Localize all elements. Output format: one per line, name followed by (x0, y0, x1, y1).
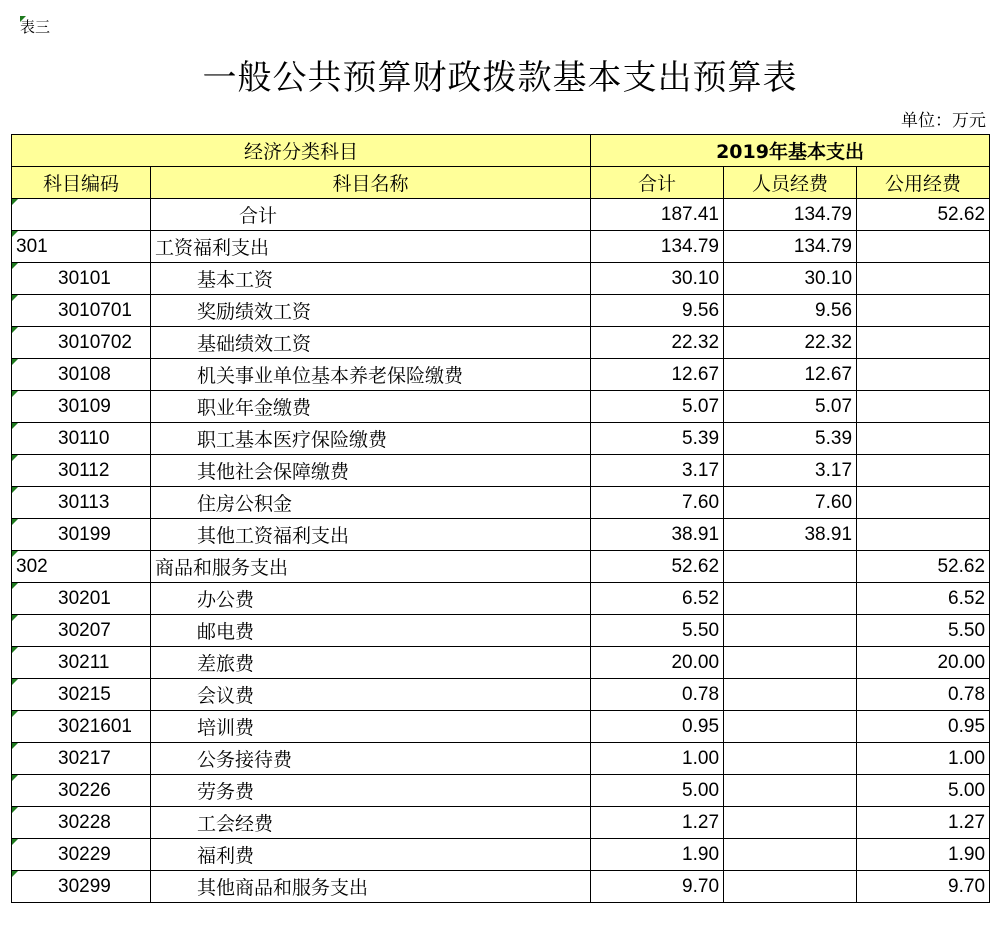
row-name: 劳务费 (151, 775, 591, 807)
row-code: 30109 (12, 391, 151, 423)
row-public (857, 295, 990, 327)
row-total: 1.00 (591, 743, 724, 775)
table-row (12, 583, 990, 615)
table-row (12, 295, 990, 327)
row-code: 30201 (12, 583, 151, 615)
row-code: 30101 (12, 263, 151, 295)
row-code: 30211 (12, 647, 151, 679)
row-personnel: 12.67 (724, 359, 857, 391)
row-public (857, 263, 990, 295)
total-row-personnel: 134.79 (724, 199, 857, 231)
row-code: 30299 (12, 871, 151, 903)
row-public: 20.00 (857, 647, 990, 679)
row-public: 9.70 (857, 871, 990, 903)
row-name: 工会经费 (151, 807, 591, 839)
row-total: 134.79 (591, 231, 724, 263)
row-total: 9.70 (591, 871, 724, 903)
table-row (12, 839, 990, 871)
row-personnel (724, 615, 857, 647)
row-name: 职业年金缴费 (151, 391, 591, 423)
row-code: 30217 (12, 743, 151, 775)
row-public: 52.62 (857, 551, 990, 583)
row-name: 职工基本医疗保险缴费 (151, 423, 591, 455)
total-row (12, 199, 990, 231)
row-total: 5.50 (591, 615, 724, 647)
row-personnel: 134.79 (724, 231, 857, 263)
row-personnel (724, 679, 857, 711)
row-name: 机关事业单位基本养老保险缴费 (151, 359, 591, 391)
row-public (857, 231, 990, 263)
row-personnel (724, 775, 857, 807)
row-personnel (724, 807, 857, 839)
row-personnel (724, 551, 857, 583)
table-row (12, 359, 990, 391)
row-total: 9.56 (591, 295, 724, 327)
row-personnel: 38.91 (724, 519, 857, 551)
total-row-total: 187.41 (591, 199, 724, 231)
row-total: 12.67 (591, 359, 724, 391)
row-name: 基础绩效工资 (151, 327, 591, 359)
row-personnel (724, 839, 857, 871)
row-public: 0.95 (857, 711, 990, 743)
table-row (12, 423, 990, 455)
row-personnel: 3.17 (724, 455, 857, 487)
table-row (12, 871, 990, 903)
row-total: 0.78 (591, 679, 724, 711)
row-public (857, 359, 990, 391)
total-row-name: 合计 (151, 199, 591, 231)
row-personnel: 7.60 (724, 487, 857, 519)
header-row-group (12, 135, 990, 167)
table-row (12, 519, 990, 551)
row-name: 奖励绩效工资 (151, 295, 591, 327)
row-name: 培训费 (151, 711, 591, 743)
row-public: 5.00 (857, 775, 990, 807)
row-public (857, 519, 990, 551)
row-code: 30112 (12, 455, 151, 487)
page-title: 一般公共预算财政拨款基本支出预算表 (202, 58, 798, 98)
row-code: 302 (12, 551, 151, 583)
header-personnel: 人员经费 (724, 167, 857, 199)
table-row (12, 743, 990, 775)
table-row (12, 231, 990, 263)
row-personnel: 9.56 (724, 295, 857, 327)
row-total: 3.17 (591, 455, 724, 487)
row-personnel: 22.32 (724, 327, 857, 359)
row-public: 1.00 (857, 743, 990, 775)
row-name: 邮电费 (151, 615, 591, 647)
row-public (857, 423, 990, 455)
row-public: 1.90 (857, 839, 990, 871)
row-public: 0.78 (857, 679, 990, 711)
row-personnel (724, 647, 857, 679)
header-public: 公用经费 (857, 167, 990, 199)
row-name: 其他工资福利支出 (151, 519, 591, 551)
row-code: 30207 (12, 615, 151, 647)
header-name: 科目名称 (151, 167, 591, 199)
row-total: 1.27 (591, 807, 724, 839)
row-name: 福利费 (151, 839, 591, 871)
table-row (12, 327, 990, 359)
row-code: 30108 (12, 359, 151, 391)
row-personnel (724, 711, 857, 743)
row-total: 20.00 (591, 647, 724, 679)
row-name: 差旅费 (151, 647, 591, 679)
unit-label: 单位：万元 (901, 111, 986, 131)
row-personnel: 5.07 (724, 391, 857, 423)
row-total: 30.10 (591, 263, 724, 295)
sheet-label: 表三 (20, 18, 51, 36)
row-name: 办公费 (151, 583, 591, 615)
row-name: 其他社会保障缴费 (151, 455, 591, 487)
row-code: 3010702 (12, 327, 151, 359)
row-public (857, 391, 990, 423)
row-code: 30110 (12, 423, 151, 455)
row-code: 30215 (12, 679, 151, 711)
row-code: 30228 (12, 807, 151, 839)
row-personnel: 30.10 (724, 263, 857, 295)
row-code: 301 (12, 231, 151, 263)
table-row (12, 679, 990, 711)
row-personnel (724, 871, 857, 903)
row-personnel (724, 583, 857, 615)
table-row (12, 551, 990, 583)
table-row (12, 807, 990, 839)
table-row (12, 487, 990, 519)
row-public (857, 455, 990, 487)
row-name: 住房公积金 (151, 487, 591, 519)
row-total: 22.32 (591, 327, 724, 359)
row-total: 7.60 (591, 487, 724, 519)
row-total: 1.90 (591, 839, 724, 871)
row-public (857, 487, 990, 519)
row-name: 公务接待费 (151, 743, 591, 775)
table-row (12, 775, 990, 807)
row-total: 5.07 (591, 391, 724, 423)
header-year-group: 2019年基本支出 (591, 135, 990, 167)
row-public: 1.27 (857, 807, 990, 839)
row-code: 30229 (12, 839, 151, 871)
header-category: 经济分类科目 (12, 135, 591, 167)
table-row (12, 647, 990, 679)
row-name: 商品和服务支出 (151, 551, 591, 583)
row-public: 6.52 (857, 583, 990, 615)
row-code: 30113 (12, 487, 151, 519)
row-total: 5.39 (591, 423, 724, 455)
row-total: 0.95 (591, 711, 724, 743)
header-total: 合计 (591, 167, 724, 199)
row-code: 30226 (12, 775, 151, 807)
total-row-code (12, 199, 151, 231)
row-code: 3010701 (12, 295, 151, 327)
row-public (857, 327, 990, 359)
row-public: 5.50 (857, 615, 990, 647)
row-code: 3021601 (12, 711, 151, 743)
row-total: 6.52 (591, 583, 724, 615)
row-name: 工资福利支出 (151, 231, 591, 263)
header-row-columns (12, 167, 990, 199)
row-name: 其他商品和服务支出 (151, 871, 591, 903)
table-row (12, 455, 990, 487)
row-total: 52.62 (591, 551, 724, 583)
table-row (12, 263, 990, 295)
row-total: 38.91 (591, 519, 724, 551)
table-row (12, 711, 990, 743)
row-total: 5.00 (591, 775, 724, 807)
row-name: 基本工资 (151, 263, 591, 295)
row-name: 会议费 (151, 679, 591, 711)
budget-table (11, 134, 990, 903)
row-personnel: 5.39 (724, 423, 857, 455)
header-code: 科目编码 (12, 167, 151, 199)
row-personnel (724, 743, 857, 775)
total-row-public: 52.62 (857, 199, 990, 231)
row-code: 30199 (12, 519, 151, 551)
table-row (12, 391, 990, 423)
table-row (12, 615, 990, 647)
